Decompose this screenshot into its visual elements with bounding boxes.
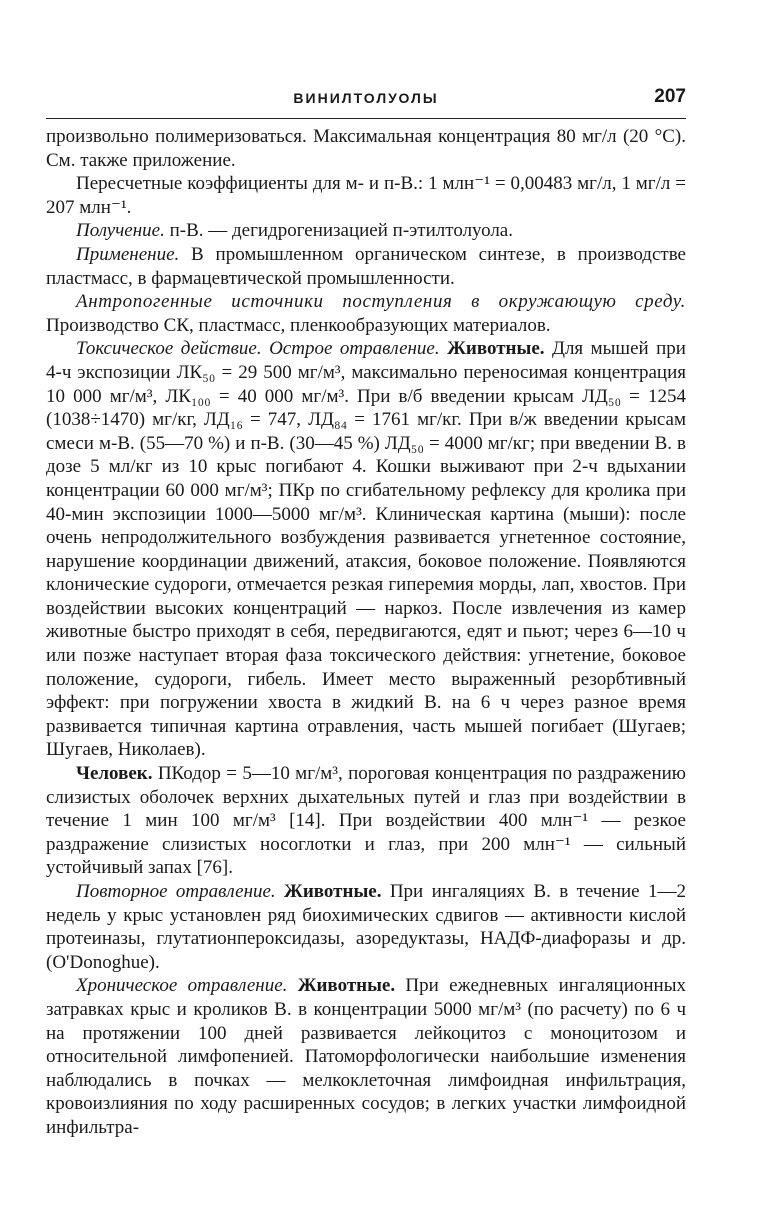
paragraph-sources	[46, 290, 686, 337]
subject-label: Животные.	[287, 975, 396, 997]
paragraph-text: Пересчетные коэффициенты для м- и п-В.: 1 млн⁻¹ = 0,00483 мг/л, 1 мг/л = 207 млн⁻¹.	[46, 173, 686, 218]
page-header	[46, 86, 686, 116]
paragraph-acute-toxicity	[46, 337, 686, 762]
paragraph-text: Производство СК, пластмасс, пленкообразующих материалов.	[46, 314, 551, 336]
section-label: Повторное отравление.	[76, 881, 276, 902]
paragraph-repeated-poisoning	[46, 880, 686, 974]
paragraph-text: В промышленном органическом синтезе, в производстве пластмасс, в фармацевтической промышленности.	[46, 243, 686, 289]
header-rule	[46, 118, 686, 119]
paragraph-text: п-В. — дегидрогенизацией п-этилтолуола.	[164, 220, 513, 242]
running-head: ВИНИЛТОЛУОЛЫ	[293, 90, 439, 106]
section-label: Антропогенные источники поступления в окружающую среду.	[76, 291, 686, 313]
section-label: Получение.	[76, 220, 165, 242]
section-label: Хроническое отравление.	[76, 975, 288, 997]
subject-label: Животные.	[275, 881, 382, 902]
paragraph-conversion-factors	[46, 172, 686, 219]
paragraph-continuation	[46, 125, 686, 172]
page-number: 207	[654, 86, 686, 107]
paragraph-text: произвольно полимеризоваться. Максимальная концентрация 80 мг/л (20 °С). См. также приложение.	[46, 126, 686, 171]
paragraph-human	[46, 762, 686, 880]
subject-label: Человек.	[76, 763, 153, 785]
subject-label: Животные.	[439, 338, 545, 360]
paragraph-text: ПКодор = 5—10 мг/м³, пороговая концентрация по раздражению слизистых оболочек верхних дыхательных путей и глаз при воздействии в течение 1 мин 100 мг/м³ [14]. При воздействии 400 млн⁻¹ — резкое раздражение слизистых носоглотки и глаз, при 200 млн⁻¹ — сильный устойчивый запах [76].	[46, 763, 686, 879]
paragraph-application	[46, 243, 686, 290]
section-label: Токсическое действие. Острое отравление.	[76, 338, 440, 360]
paragraph-text: При ингаляциях В. в течение 1—2 недель у крыс установлен ряд биохимических сдвигов — активности кислой протеиназы, глутатионпероксидазы, азоредуктазы, НАДФ-диафоразы и др. (O'Donoghue).	[46, 881, 686, 973]
body-text	[46, 125, 686, 1140]
paragraph-text: При ежедневных ингаляционных затравках крыс и кроликов В. в концентрации 5000 мг/м³ (по расчету) по 6 ч на протяжении 100 дней развивается лейкоцитоз с моноцитозом и относительной лимфопенией. Патоморфологически наибольшие изменения наблюдались в почках — мелкоклеточная лимфоидная инфильтрация, кровоизлияния по ходу расширенных сосудов; в легких участки лимфоидной инфильтра-	[46, 975, 686, 1138]
section-label: Применение.	[76, 243, 180, 265]
paragraph-chronic-poisoning	[46, 974, 686, 1139]
paragraph-production	[46, 219, 686, 243]
paragraph-text: Для мышей при 4-ч экспозиции ЛК₅₀ = 29 500 мг/м³, максимально переносимая концентрация 10 000 мг/м³, ЛК₁₀₀ = 40 000 мг/м³. При в/б введении крысам ЛД₅₀ = 1254 (1038÷1470) мг/кг, ЛД₁₆ = 747, ЛД₈₄ = 1761 мг/кг. При в/ж введении крысам смеси м-В. (55—70 %) и п-В. (30—45 %) ЛД₅₀ = 4000 мг/кг; при введении В. в дозе 5 мл/кг из 10 крыс погибают 4. Кошки выживают при 2-ч вдыхании концентрации 60 000 мг/м³; ПКр по сгибательному рефлексу для кролика при 40-мин экспозиции 1000—5000 мг/м³. Клиническая картина (мыши): после очень непродолжительного возбуждения развивается угнетенное состояние, нарушение координации движений, атаксия, боковое положение. Появляются клонические судороги, отмечается резкая гиперемия морды, лап, хвостов. При воздействии высоких концентраций — наркоз. После извлечения из камер животные быстро приходят в себя, передвигаются, едят и пьют; через 6—10 ч или позже наступает вторая фаза токсического действия: угнетение, боковое положение, судороги, гибель. Имеет место выраженный резорбтивный эффект: при погружении хвоста в жидкий В. на 6 ч через разное время развивается типичная картина отравления, часть мышей погибает (Шугаев; Шугаев, Николаев).	[46, 338, 686, 761]
